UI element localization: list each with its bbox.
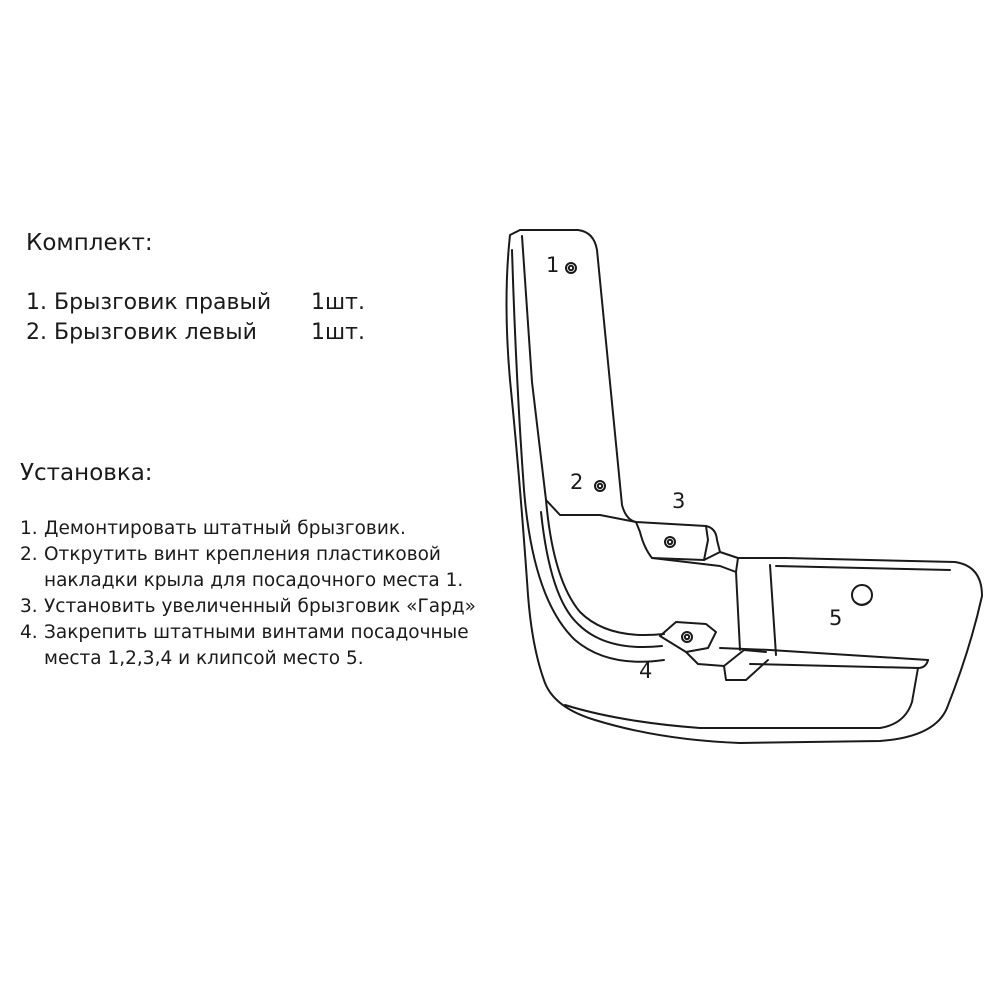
mount-3-side [652, 558, 740, 650]
callout-3: 3 [672, 489, 686, 513]
mount-hole-3 [665, 537, 675, 547]
inner-channel-inner [546, 500, 664, 635]
kit-item-name: 1. Брызговик правый [26, 290, 272, 315]
kit-item-name: 2. Брызговик левый [26, 320, 257, 345]
install-heading: Установка: [20, 460, 153, 486]
step-number: 4. [20, 622, 38, 643]
panel-top-edge [776, 566, 950, 570]
lower-lip-bottom [565, 668, 918, 728]
step-text: Установить увеличенный брызговик «Гард» [44, 596, 476, 617]
mount-hole-4 [682, 632, 692, 642]
mount-hole-2-inner [598, 484, 602, 488]
mount-4-bracket [660, 622, 716, 652]
mount-hole-1-inner [569, 266, 573, 270]
step-text: Открутить винт крепления пластиковой [44, 544, 441, 565]
mount-hole-4-inner [685, 635, 689, 639]
callout-5: 5 [829, 606, 843, 630]
step-number: 3. [20, 596, 38, 617]
panel-divider [736, 558, 738, 572]
step-text: накладки крыла для посадочного места 1. [44, 570, 464, 591]
step-number: 1. [20, 518, 38, 539]
panel-divider-line [770, 565, 776, 655]
step-text: места 1,2,3,4 и клипсой место 5. [44, 648, 364, 669]
callout-4: 4 [639, 659, 653, 683]
step-text: Демонтировать штатный брызговик. [44, 518, 406, 539]
step-number: 2. [20, 544, 38, 565]
mount-hole-1 [566, 263, 576, 273]
upper-strip-border [522, 236, 600, 515]
mount-3-edge [704, 552, 720, 560]
step-text: Закрепить штатными винтами посадочные [44, 622, 469, 643]
kit-item-qty: 1шт. [311, 290, 365, 315]
mount-4-bracket-lower [724, 660, 768, 680]
callout-2: 2 [570, 470, 584, 494]
mount-hole-2 [595, 481, 605, 491]
inner-channel-outer [512, 250, 664, 662]
callout-1: 1 [546, 253, 560, 277]
kit-item-qty: 1шт. [311, 320, 365, 345]
lower-lip-lower [750, 660, 928, 668]
mount-hole-3-inner [668, 540, 672, 544]
kit-heading: Комплект: [26, 230, 153, 256]
